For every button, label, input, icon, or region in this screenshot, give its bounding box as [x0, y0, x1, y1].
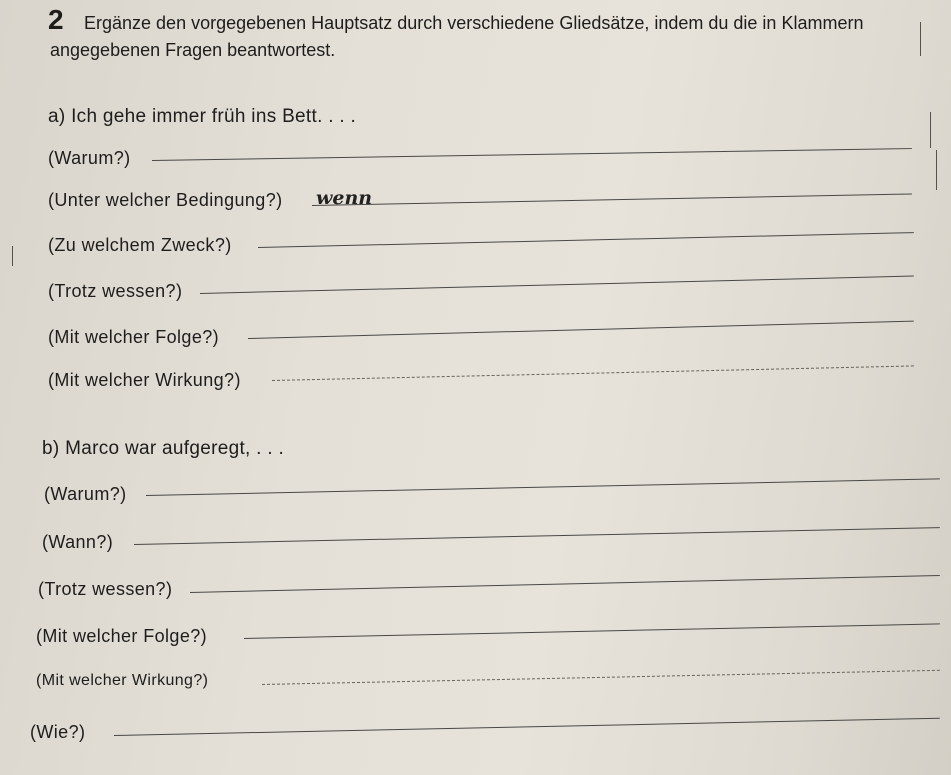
- part-b-question-wann: (Wann?): [42, 532, 114, 552]
- handwritten-answer-a2: wenn: [316, 187, 373, 209]
- answer-line-a4[interactable]: [200, 276, 914, 294]
- part-a-question-trotz: (Trotz wessen?): [48, 281, 183, 301]
- margin-mark-right-a: [930, 112, 931, 148]
- part-a-question-bedingung: (Unter welcher Bedingung?): [48, 190, 283, 210]
- exercise-number: 2: [48, 4, 64, 35]
- part-b-question-trotz: (Trotz wessen?): [38, 579, 173, 599]
- margin-mark-left: [12, 246, 13, 266]
- instruction-line-2: angegebenen Fragen beantwortest.: [50, 40, 336, 60]
- margin-mark-right-b: [936, 150, 937, 190]
- answer-line-a5[interactable]: [248, 321, 914, 339]
- answer-line-a6[interactable]: [272, 365, 914, 381]
- answer-line-b4[interactable]: [244, 623, 940, 639]
- answer-line-b6[interactable]: [114, 718, 940, 736]
- answer-line-b5[interactable]: [262, 670, 940, 685]
- part-a-question-wirkung: (Mit welcher Wirkung?): [48, 370, 241, 390]
- answer-line-a2[interactable]: [312, 193, 912, 206]
- answer-line-b2[interactable]: [134, 527, 940, 545]
- part-a-question-folge: (Mit welcher Folge?): [48, 327, 220, 347]
- instruction-line-1: Ergänze den vorgegebenen Hauptsatz durch verschiedene Gliedsätze, indem du die in Klammern: [84, 13, 864, 33]
- margin-mark-right-top: [920, 22, 921, 56]
- answer-line-b3[interactable]: [190, 575, 940, 593]
- answer-line-a1[interactable]: [152, 148, 912, 161]
- part-a-question-zweck: (Zu welchem Zweck?): [48, 235, 232, 255]
- answer-line-b1[interactable]: [146, 478, 940, 496]
- part-b-heading: b) Marco war aufgeregt, . . .: [42, 438, 285, 459]
- part-a-heading: a) Ich gehe immer früh ins Bett. . . .: [48, 106, 357, 127]
- part-b-question-wirkung: (Mit welcher Wirkung?): [36, 672, 209, 689]
- answer-line-a3[interactable]: [258, 232, 914, 248]
- part-b-question-wie: (Wie?): [30, 722, 86, 742]
- part-b-question-warum: (Warum?): [44, 484, 127, 504]
- part-b-question-folge: (Mit welcher Folge?): [36, 626, 208, 646]
- part-a-question-warum: (Warum?): [48, 148, 131, 168]
